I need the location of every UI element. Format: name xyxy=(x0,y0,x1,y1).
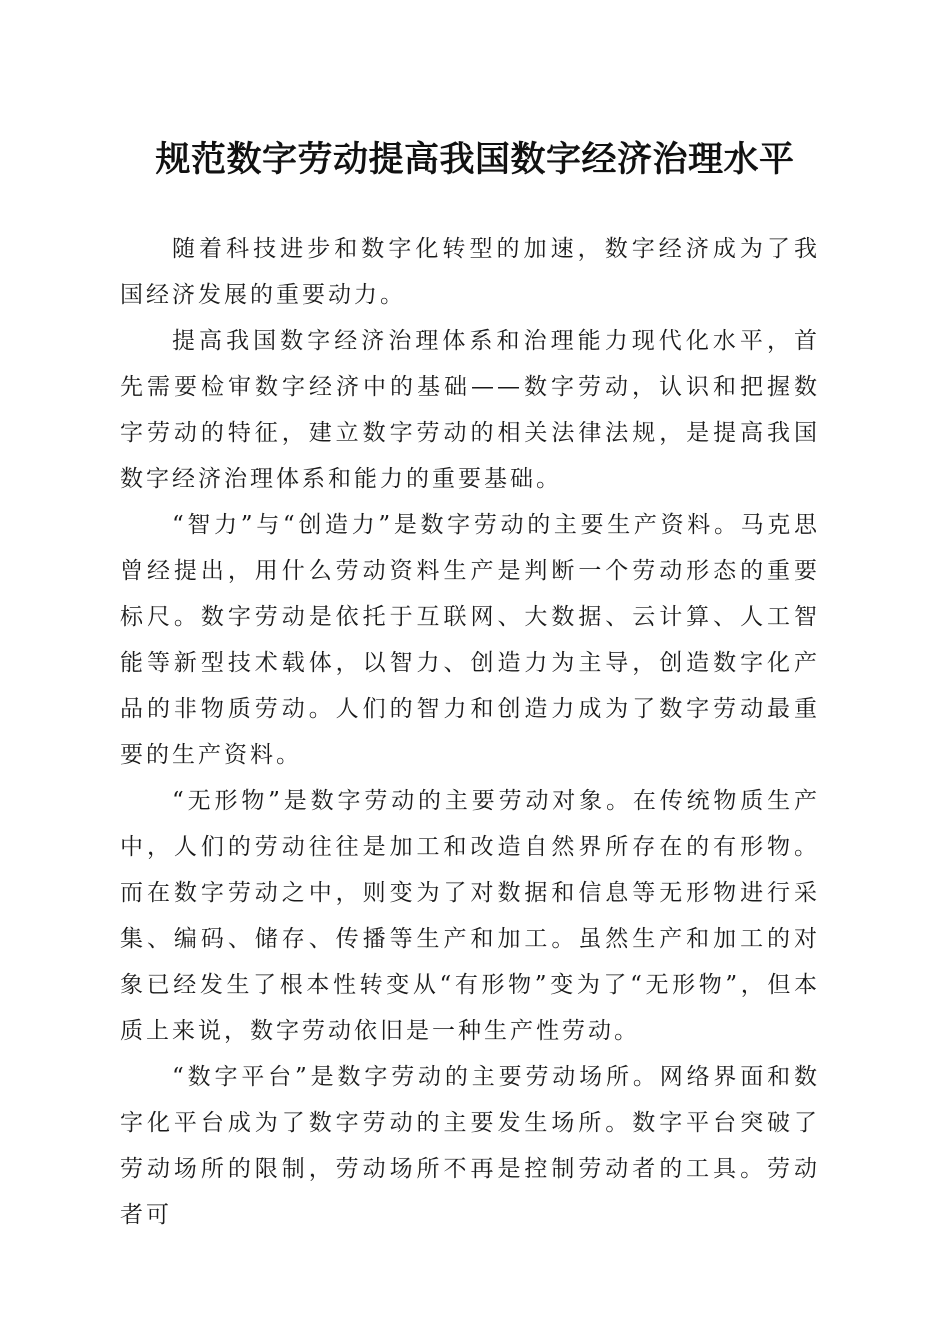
paragraph-4: “无形物”是数字劳动的主要劳动对象。在传统物质生产中，人们的劳动往往是加工和改造自然界所存在的有形物。而在数字劳动之中，则变为了对数据和信息等无形物进行采集、编码、储存、传播等生产和加工。虽然生产和加工的对象已经发生了根本性转变从“有形物”变为了“无形物”，但本质上来说，数字劳动依旧是一种生产性劳动。 xyxy=(120,788,820,1044)
paragraph-1: 随着科技进步和数字化转型的加速，数字经济成为了我国经济发展的重要动力。 xyxy=(120,236,820,308)
paragraph-5: “数字平台”是数字劳动的主要劳动场所。网络界面和数字化平台成为了数字劳动的主要发生场所。数字平台突破了劳动场所的限制，劳动场所不再是控制劳动者的工具。劳动者可 xyxy=(120,1064,820,1228)
document-body xyxy=(120,226,820,1238)
paragraph-2: 提高我国数字经济治理体系和治理能力现代化水平，首先需要检审数字经济中的基础——数字劳动，认识和把握数字劳动的特征，建立数字劳动的相关法律法规，是提高我国数字经济治理体系和能力的重要基础。 xyxy=(120,328,820,492)
paragraph-3: “智力”与“创造力”是数字劳动的主要生产资料。马克思曾经提出，用什么劳动资料生产是判断一个劳动形态的重要标尺。数字劳动是依托于互联网、大数据、云计算、人工智能等新型技术载体，以智力、创造力为主导，创造数字化产品的非物质劳动。人们的智力和创造力成为了数字劳动最重要的生产资料。 xyxy=(120,512,820,768)
document-title: 规范数字劳动提高我国数字经济治理水平 xyxy=(155,139,795,180)
